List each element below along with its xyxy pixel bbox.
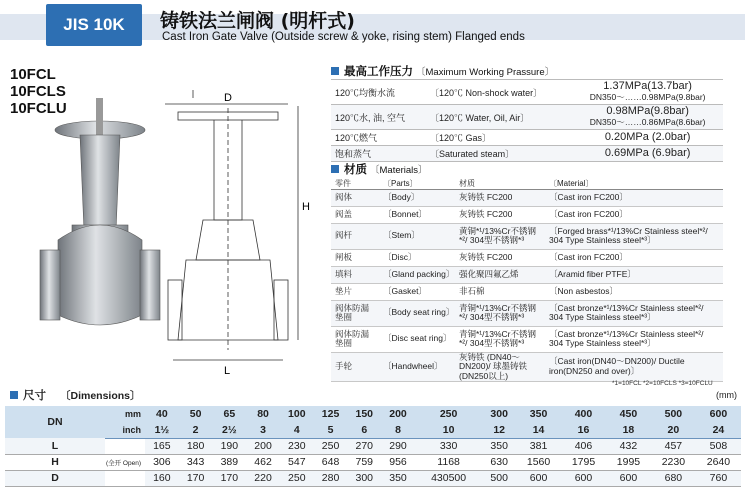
table-row: 饱和蒸气 〔Saturated steam〕 0.69MPa (6.9bar) — [331, 146, 723, 162]
model-code: 10FCLU — [10, 100, 67, 117]
material-footnote: *1=10FCL *2=10FCLS *3=10FCLU — [612, 380, 713, 387]
dimension-d-label: D — [224, 92, 232, 104]
table-row: 阀杆 〔Stem〕 黄铜*¹/13%Cr不锈钢*²/ 304型不锈钢*³ 〔Forged brass*¹/13%Cr Stainless steel*²/ 304 Type Stainless steel*³〕 — [331, 223, 723, 249]
page-subtitle: Cast Iron Gate Valve (Outside screw & yoke, rising stem) Flanged ends — [162, 31, 525, 43]
table-header-row: 零件 〔Parts〕 材质 〔Material〕 — [331, 178, 723, 189]
inch-label: inch — [105, 422, 145, 438]
header-band — [0, 0, 745, 52]
dimension-l-label: L — [224, 365, 231, 377]
materials-table — [331, 178, 723, 382]
model-code: 10FCL — [10, 66, 56, 83]
unit-label: (mm) — [716, 390, 737, 400]
page-title: 铸铁法兰闸阀 (明杆式) — [160, 10, 355, 32]
table-row: 阀体防漏垫圈 〔Disc seat ring〕 青铜*¹/13%Cr不锈钢*²/ 304型不锈钢*³ 〔Cast bronze*¹/13%Cr Stainless steel*²/ 304 Type Stainless steel*³〕 — [331, 326, 723, 352]
table-row: L 165 180 190 200 230 250 270 290 330 350 381 406 432 457 508 — [5, 438, 741, 454]
table-header-row: inch 1½ 2 2½ 3 4 5 6 8 10 12 14 16 18 20 24 — [5, 422, 741, 438]
table-row: 阀盖 〔Bonnet〕 灰铸铁 FC200 〔Cast iron FC200〕 — [331, 206, 723, 223]
dn-label: DN — [5, 406, 105, 438]
table-row: 手轮 〔Handwheel〕 灰铸铁 (DN40～DN200)/ 球墨铸铁 (DN250以上) 〔Cast iron(DN40～DN200)/ Ductile iron(DN250 and over)〕 — [331, 352, 723, 382]
table-row: 阀体 〔Body〕 灰铸铁 FC200 〔Cast iron FC200〕 — [331, 189, 723, 206]
table-row: 填料 〔Gland packing〕 强化聚四氟乙烯 〔Aramid fiber PTFE〕 — [331, 266, 723, 283]
dimensions-table — [5, 406, 741, 487]
materials-heading: 材质 〔Materials〕 — [331, 161, 428, 177]
table-row: D 160 170 170 220 250 280 300 350 430500 500 600 600 600 680 760 — [5, 470, 741, 486]
valve-illustration — [28, 90, 318, 380]
model-code: 10FCLS — [10, 83, 66, 100]
valve-photo — [40, 98, 160, 325]
table-row: 垫片 〔Gasket〕 非石棉 〔Non asbestos〕 — [331, 283, 723, 300]
dimension-h-label: H — [302, 201, 310, 213]
section-marker-icon — [10, 391, 18, 399]
table-row: 阀体防漏垫圈 〔Body seat ring〕 青铜*¹/13%Cr不锈钢*²/ 304型不锈钢*³ 〔Cast bronze*¹/13%Cr Stainless steel*²/ 304 Type Stainless steel*³〕 — [331, 300, 723, 326]
section-marker-icon — [331, 165, 339, 173]
jis-tag: JIS 10K — [46, 4, 142, 46]
pressure-heading: 最高工作压力 〔Maximum Working Prassure〕 — [331, 63, 554, 79]
table-row: 120℃燃气 〔120℃ Gas〕 0.20MPa (2.0bar) — [331, 130, 723, 146]
section-marker-icon — [331, 67, 339, 75]
table-row: 闸板 〔Disc〕 灰铸铁 FC200 〔Cast iron FC200〕 — [331, 249, 723, 266]
dimensions-heading: 尺寸 〔Dimensions〕 — [10, 387, 141, 403]
table-row: 120℃水, 油, 空气 〔120℃ Water, Oil, Air〕 0.98MPa(9.8bar) DN350～……0.86MPa(8.6bar) — [331, 105, 723, 130]
table-row: H (全开 Open) 306 343 389 462 547 648 759 956 1168 630 1560 1795 1995 2230 2640 — [5, 454, 741, 470]
valve-drawing — [165, 90, 298, 360]
table-row: 120℃均衡水流 〔120℃ Non-shock water〕 1.37MPa(13.7bar) DN350～……0.98MPa(9.8bar) — [331, 80, 723, 105]
mm-label: mm — [105, 406, 145, 422]
table-header-row: DN mm 40 50 65 80 100 125 150 200 250 300 350 400 450 500 600 — [5, 406, 741, 422]
pressure-table — [331, 79, 723, 162]
